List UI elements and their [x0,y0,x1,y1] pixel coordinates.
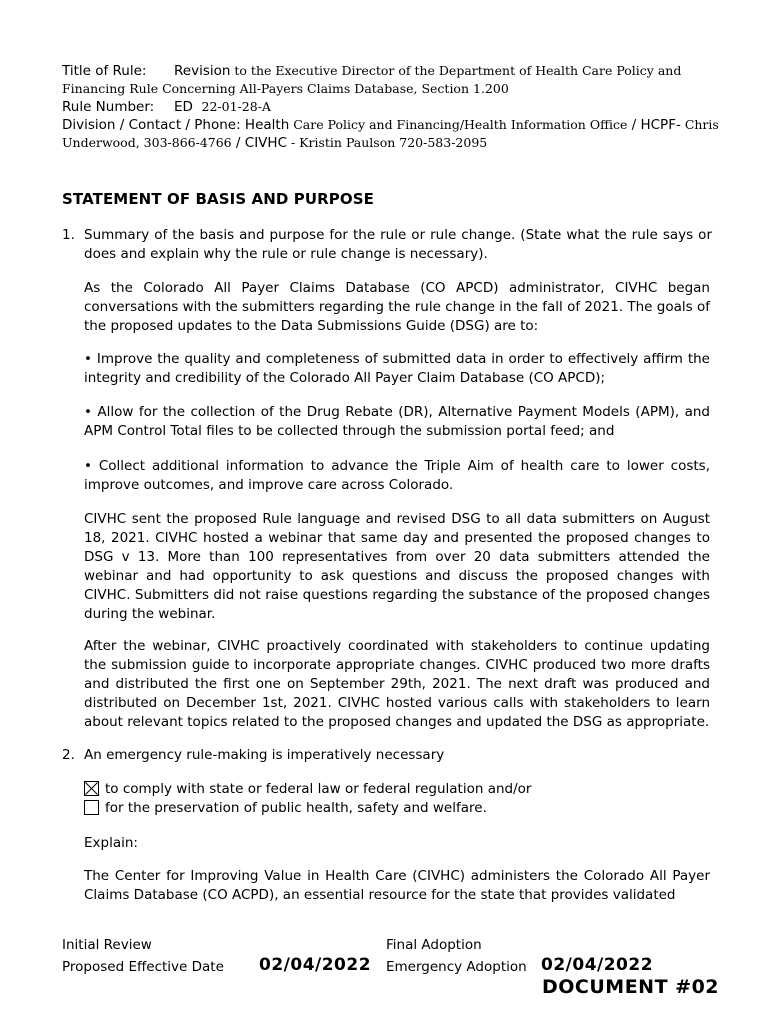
checkbox-row-law [84,780,531,799]
health-checkbox[interactable] [84,800,99,815]
item-1-para-3: After the webinar, CIVHC proactively coordinated with stakeholders to continue updating the submission guide to incorporate appropriate changes. CIVHC produced two more drafts and distributed the first one on September 29th, 2021. The next draft was produced and distributed on December 1st, 2021. CIVHC hosted various calls with stakeholders to learn about relevant topics related to the proposed changes and updated the DSG as appropriate. [84,638,710,730]
law-checkbox-label: to comply with state or federal law or federal regulation and/or [105,781,532,797]
title-rest-1: to the Executive Director of the Department of Health Care Policy and [230,63,682,78]
explain-text: The Center for Improving Value in Health Care (CIVHC) administers the Colorado All Payer Claims Database (CO ACPD), an essential resource for the state that provides validated [84,868,710,903]
proposed-effective-date: 02/04/2022 [259,955,372,975]
division-civhc: / CIVHC [231,135,287,151]
rule-number-prefix: ED [174,99,193,115]
bullet-2: • Allow for the collection of the Drug Rebate (DR), Alternative Payment Models (APM), and APM Control Total files to be collected through the submission portal feed; and [84,404,710,439]
division-contact-first: Chris [680,117,719,132]
item-2-number: 2. [62,747,75,763]
division-rest: Care Policy and Financing/Health Information Office [289,117,628,132]
item-1-para-2: CIVHC sent the proposed Rule language and revised DSG to all data submitters on August 18, 2021. CIVHC hosted a webinar that same day and presented the proposed changes to DSG v 13. More than 100 representatives from over 20 data submitters attended the webinar and had opportunity to ask questions and discuss the proposed changes with CIVHC. Submitters did not raise questions regarding the substance of the proposed changes during the webinar. [84,511,710,622]
section-heading: STATEMENT OF BASIS AND PURPOSE [62,190,375,208]
proposed-effective-date-label: Proposed Effective Date [62,959,224,975]
item-2 [62,746,712,765]
title-lead: Revision [174,63,231,79]
item-1-number: 1. [62,227,75,243]
item-2-text: An emergency rule-making is imperatively necessary [84,747,445,763]
item-1-para-1: As the Colorado All Payer Claims Database (CO APCD) administrator, CIVHC began conversations with the submitters regarding the rule change in the fall of 2021. The goals of the proposed updates to the Data Submissions Guide (DSG) are to: [84,280,710,334]
title-line [62,62,712,80]
final-adoption-label: Final Adoption [386,937,482,953]
division-civhc-contact: - Kristin Paulson 720-583-2095 [287,135,488,150]
item-1-text: Summary of the basis and purpose for the rule or rule change. (State what the rule says or does and explain why the rule or rule change is necessary). [84,227,712,262]
document-number: DOCUMENT #02 [542,976,720,998]
division-line-1 [62,116,719,134]
rule-header [62,62,719,152]
division-line-2 [62,134,712,152]
law-checkbox[interactable] [84,781,99,796]
checkbox-row-health [84,799,487,818]
title-label: Title of Rule: [62,63,147,79]
rule-number-line [62,98,712,116]
health-checkbox-label: for the preservation of public health, safety and welfare. [105,800,487,816]
bullet-1: • Improve the quality and completeness of submitted data in order to effectively affirm the integrity and credibility of the Colorado All Payer Claim Database (CO APCD); [84,351,710,386]
rule-number-value: 22-01-28-A [201,99,271,114]
emergency-adoption-date: 02/04/2022 [541,955,654,975]
emergency-adoption-label: Emergency Adoption [386,959,527,975]
division-contact-last: Underwood, 303-866-4766 [62,135,232,150]
explain-label: Explain: [84,835,138,851]
bullet-3: • Collect additional information to advance the Triple Aim of health care to lower costs, improve outcomes, and improve care across Colorado. [84,458,710,493]
division-label: Division / Contact / Phone: Health [62,117,290,133]
initial-review-label: Initial Review [62,937,152,953]
title-rest-2: Financing Rule Concerning All-Payers Claims Database, Section 1.200 [62,81,509,96]
rule-number-label: Rule Number: [62,99,155,115]
division-sep: / HCPF- [627,117,681,133]
item-1 [62,226,712,264]
